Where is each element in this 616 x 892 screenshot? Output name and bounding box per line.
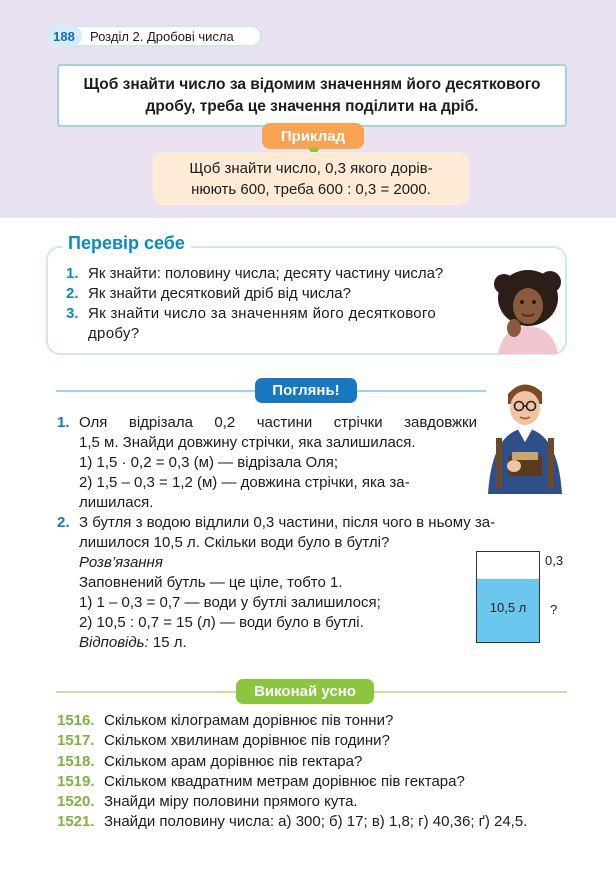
list-item-text: Як знайти десятковий дріб від числа?	[88, 285, 351, 302]
boy-with-books-illustration	[484, 376, 566, 494]
example-line-2: нюють 600, треба 600 : 0,3 = 2000.	[191, 180, 431, 198]
exercise-list	[57, 711, 587, 833]
exercise-number: 1516.	[57, 712, 95, 729]
look-tab: Поглянь!	[255, 378, 357, 403]
check-yourself-list	[66, 264, 506, 344]
exercise-text: Знайди міру половини прямого кута.	[104, 793, 358, 811]
problem-number: 2.	[57, 514, 70, 531]
exercise-text: Скільком хвилинам дорівнює пів години?	[104, 732, 390, 750]
exercise-row	[57, 731, 587, 751]
bottle-diagram	[476, 551, 540, 643]
solution-step-2: 2) 1,5 – 0,3 = 1,2 (м) — довжина стрічки, яка за-	[79, 474, 410, 491]
list-item-text: Як знайти число за значенням його десяткового	[88, 305, 437, 322]
oral-tab: Виконай усно	[236, 679, 374, 704]
rule-text: Щоб знайти число за відомим значенням його десяткового дробу, треба це значення поділити на дріб.	[83, 75, 541, 115]
thinking-girl-illustration	[492, 268, 562, 354]
exercise-row	[57, 711, 587, 731]
solution-line-2: 1) 1 – 0,3 = 0,7 — води у бутлі залишилося;	[79, 594, 381, 611]
exercise-text: Скільком кілограмам дорівнює пів тонни?	[104, 712, 394, 729]
problem-text-continued: лишилося 10,5 л. Скільки води було в бутлі?	[79, 534, 390, 551]
section-title: Розділ 2. Дробові числа	[90, 28, 234, 44]
exercise-number: 1520.	[57, 793, 95, 811]
solution-label: Розв’язання	[79, 554, 163, 571]
bottle-top-label: 0,3	[545, 553, 564, 568]
example-line-1: Щоб знайти число, 0,3 якого дорів-	[189, 159, 433, 177]
problem-number: 1.	[57, 414, 70, 431]
exercise-number: 1521.	[57, 813, 95, 831]
list-item-text: Як знайти: половину числа; десяту частину числа?	[88, 265, 444, 282]
solution-line-1: Заповнений бутль — це ціле, тобто 1.	[79, 574, 343, 591]
list-item-number: 1.	[66, 265, 79, 282]
problem-text: Оля відрізала 0,2 частини стрічки завдовжки	[79, 414, 477, 431]
exercise-text: Знайди половину числа: а) 300; б) 17; в) 1,8; г) 40,36; ґ) 24,5.	[104, 813, 528, 831]
exercise-text: Скільком квадратним метрам дорівнює пів гектара?	[104, 772, 465, 790]
example-box	[153, 152, 469, 205]
rule-box	[57, 64, 567, 127]
bottle-water-label: 10,5 л	[489, 600, 527, 615]
exercise-number: 1517.	[57, 732, 95, 750]
solution-line-3: 2) 10,5 : 0,7 = 15 (л) — води було в бутлі.	[79, 614, 364, 631]
exercise-row	[57, 752, 587, 772]
problem-text: З бутля з водою відлили 0,3 частини, після чого в ньому за-	[79, 514, 496, 531]
exercise-number: 1519.	[57, 772, 95, 790]
list-item	[66, 304, 506, 344]
bottle-question-label: ?	[550, 602, 558, 617]
example-tab: Приклад	[262, 123, 364, 149]
list-item-number: 3.	[66, 305, 79, 322]
check-yourself-title: Перевір себе	[62, 233, 191, 254]
solution-step-2-continued: лишилася.	[79, 494, 154, 511]
list-item-text-continued: дробу?	[88, 325, 140, 342]
list-item	[66, 264, 506, 284]
exercise-number: 1518.	[57, 752, 95, 770]
problem-text-continued: 1,5 м. Знайди довжину стрічки, яка залишилася.	[79, 434, 416, 451]
exercise-row	[57, 812, 587, 832]
solution-step-1: 1) 1,5 · 0,2 = 0,3 (м) — відрізала Оля;	[79, 454, 339, 471]
answer-label: Відповідь:	[79, 634, 149, 651]
problem-1	[57, 413, 477, 513]
page-number: 188	[46, 25, 82, 47]
exercise-row	[57, 772, 587, 792]
exercise-row	[57, 792, 587, 812]
exercise-text: Скільком арам дорівнює пів гектара?	[104, 752, 363, 770]
list-item	[66, 284, 506, 304]
answer-value: 15 л.	[148, 634, 187, 651]
list-item-number: 2.	[66, 285, 79, 302]
